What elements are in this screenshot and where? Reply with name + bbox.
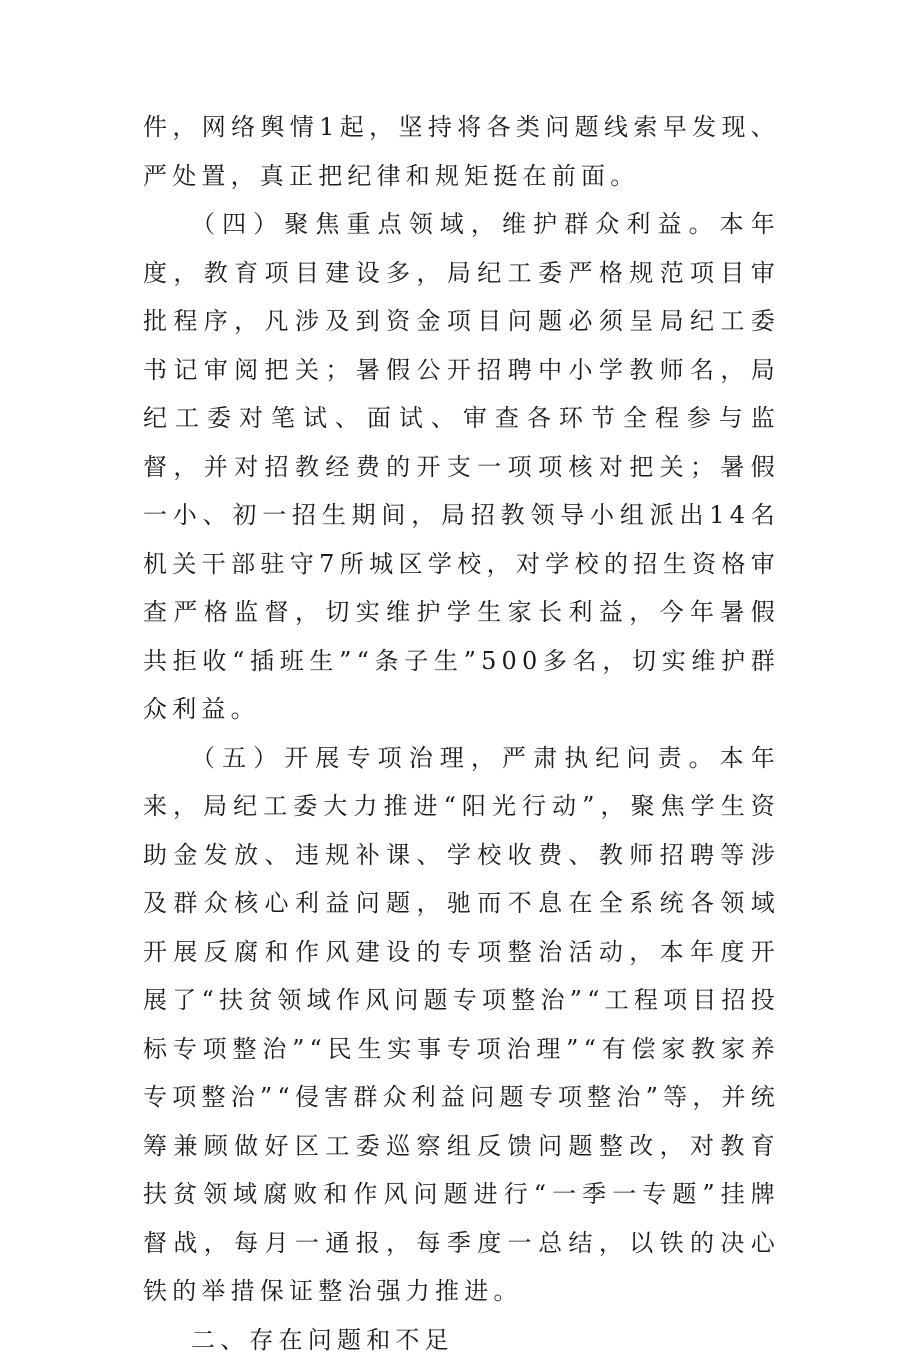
- paragraph-focus-key-areas: （四）聚焦重点领域，维护群众利益。本年度，教育项目建设多，局纪工委严格规范项目审批程序，凡涉及到资金项目问题必须呈局纪工委书记审阅把关；暑假公开招聘中小学教师名，局纪工委对笔试、面试、审查各环节全程参与监督，并对招教经费的开支一项项核对把关；暑假一小、初一招生期间，局招教领导小组派出14名机关干部驻守7所城区学校，对学校的招生资格审查严格监督，切实维护学生家长利益，今年暑假共拒收“插班生”“条子生”500多名，切实维护群众利益。: [143, 200, 780, 734]
- section-heading-problems: 二、存在问题和不足: [143, 1316, 780, 1364]
- paragraph-special-governance: （五）开展专项治理，严肃执纪问责。本年来，局纪工委大力推进“阳光行动”，聚焦学生资助金发放、违规补课、学校收费、教师招聘等涉及群众核心利益问题，驰而不息在全系统各领域开展反腐和作风建设的专项整治活动，本年度开展了“扶贫领域作风问题专项整治”“工程项目招投标专项整治”“民生实事专项治理”“有偿家教家养专项整治”“侵害群众利益问题专项整治”等，并统筹兼顾做好区工委巡察组反馈问题整改，对教育扶贫领域腐败和作风问题进行“一季一专题”挂牌督战，每月一通报，每季度一总结，以铁的决心铁的举措保证整治强力推进。: [143, 734, 780, 1316]
- document-page: [143, 103, 780, 1364]
- paragraph-continuation: 件，网络舆情1起，坚持将各类问题线索早发现、严处置，真正把纪律和规矩挺在前面。: [143, 103, 780, 200]
